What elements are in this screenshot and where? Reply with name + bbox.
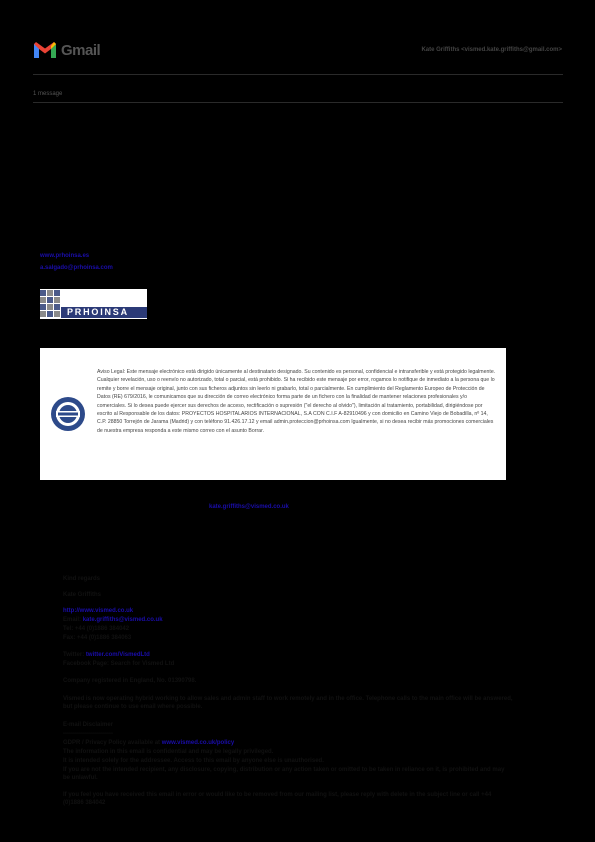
hybrid-working-notice: Vismed is now operating hybrid working to allow sales and admin staff to work remotely and in the office. Telephone calls to the main office will be answered, but please continue to use email where possible. [63,696,513,710]
legal-notice-text: Aviso Legal: Este mensaje electrónico está dirigido únicamente al destinatario designado. Su contenido es personal, confidencial e intransferible y está protegido legalmente. Cualquier revelación, uso o reenvío no autorizado, total o parcial, está prohibido. Si ha recibido este mensaje por error, rogamos lo notifique de inmediato a la persona que lo remite y borre el mensaje original, junto con sus ficheros adjuntos sin leerlo ni grabarlo, total o parcialmente. En cumplimiento del Reglamento Europeo de Protección de Datos (RE) 679/2016, le comunicamos que su dirección de correo electrónico forma parte de un fichero con la finalidad de mantener relaciones profesionales y/o comerciales. Si lo desea puede ejercer sus derechos de acceso, rectificación o supresión ("el derecho al olvido"), limitación al tratamiento, portabilidad, dirigiéndose por escrito al Responsable de los datos: PROYECTOS HOSPITALARIOS INTERNACIONAL, S.A CON C.I.F A-82910496 y con domicilio en Camino Viejo de Bobadilla, nº 14, C.P. 28850 Torrejón de Jarama (Madrid) y con teléfono 91.426.17.12 y email admin.proteccion@prhoinsa.com Igualmente, si no desea recibir más promociones comerciales de nuestra empresa responda a este mismo correo con el asunto Borrar. [97,369,496,434]
data-protection-seal-icon [50,396,86,432]
disclaimer-separator: ------------------------- [63,731,113,737]
gmail-logo[interactable] [33,40,113,60]
vismed-email-row [63,616,163,624]
sender-address: Kate Griffiths <vismed.kate.griffiths@gmail.com> [421,47,562,53]
prhoinsa-website-link[interactable]: www.prhoinsa.es [40,253,90,259]
gmail-m-icon [33,41,57,59]
facebook-page: Facebook Page: Search for Vismed Ltd [63,661,175,667]
twitter-link[interactable]: twitter.com/VismedLtd [85,652,150,658]
vismed-fax: Fax: +44 (0)1886 384063 [63,635,132,641]
sender-name: Kate Griffiths [63,592,102,598]
disclaimer-line-3: If you are not the intended recipient, any disclosure, copying, distribution or any action taken or omitted to be taken in reliance on it, is prohibited and may be unlawful. [63,767,505,781]
gdpr-label: GDPR / Privacy Policy available at [63,740,161,746]
gdpr-policy-link[interactable]: www.vismed.co.uk/policy [161,740,235,746]
thread-divider [33,102,563,103]
disclaimer-line-2: It is intended solely for the addressee. Access to this email by anyone else is unauthorised. [63,758,324,764]
company-registration: Company registered in England, No. 01390798. [63,678,197,684]
twitter-label: Twitter: [63,652,85,658]
prhoinsa-logo-text: PRHOINSA [67,307,129,317]
disclaimer-title: E-mail Disclaimer [63,722,114,728]
email-label: Email: [63,617,82,623]
quoted-email-link[interactable]: kate.griffiths@vismed.co.uk [209,504,289,510]
header-divider [33,74,563,75]
legal-notice-panel [40,348,506,480]
vismed-tel: Tel: +44 (0)1886 384042 [63,626,130,632]
prhoinsa-email-link[interactable]: a.salgado@prhoinsa.com [40,265,113,271]
disclaimer-line-1: The information in this email is confidential and may be legally privileged. [63,749,274,755]
vismed-website-link[interactable]: http://www.vismed.co.uk [63,608,134,614]
gmail-wordmark: Gmail [61,42,101,59]
disclaimer-line-4: If you feel you have received this email in error or would like to be removed from our mailing list, please reply with delete in the subject line or call +44 (0)1886 384042 [63,792,492,806]
vismed-email-link[interactable]: kate.griffiths@vismed.co.uk [82,617,163,623]
prhoinsa-logo [40,289,147,319]
message-count: 1 message [33,91,63,97]
kind-regards: Kind regards [63,576,101,582]
twitter-row [63,651,150,659]
gdpr-row [63,739,234,747]
